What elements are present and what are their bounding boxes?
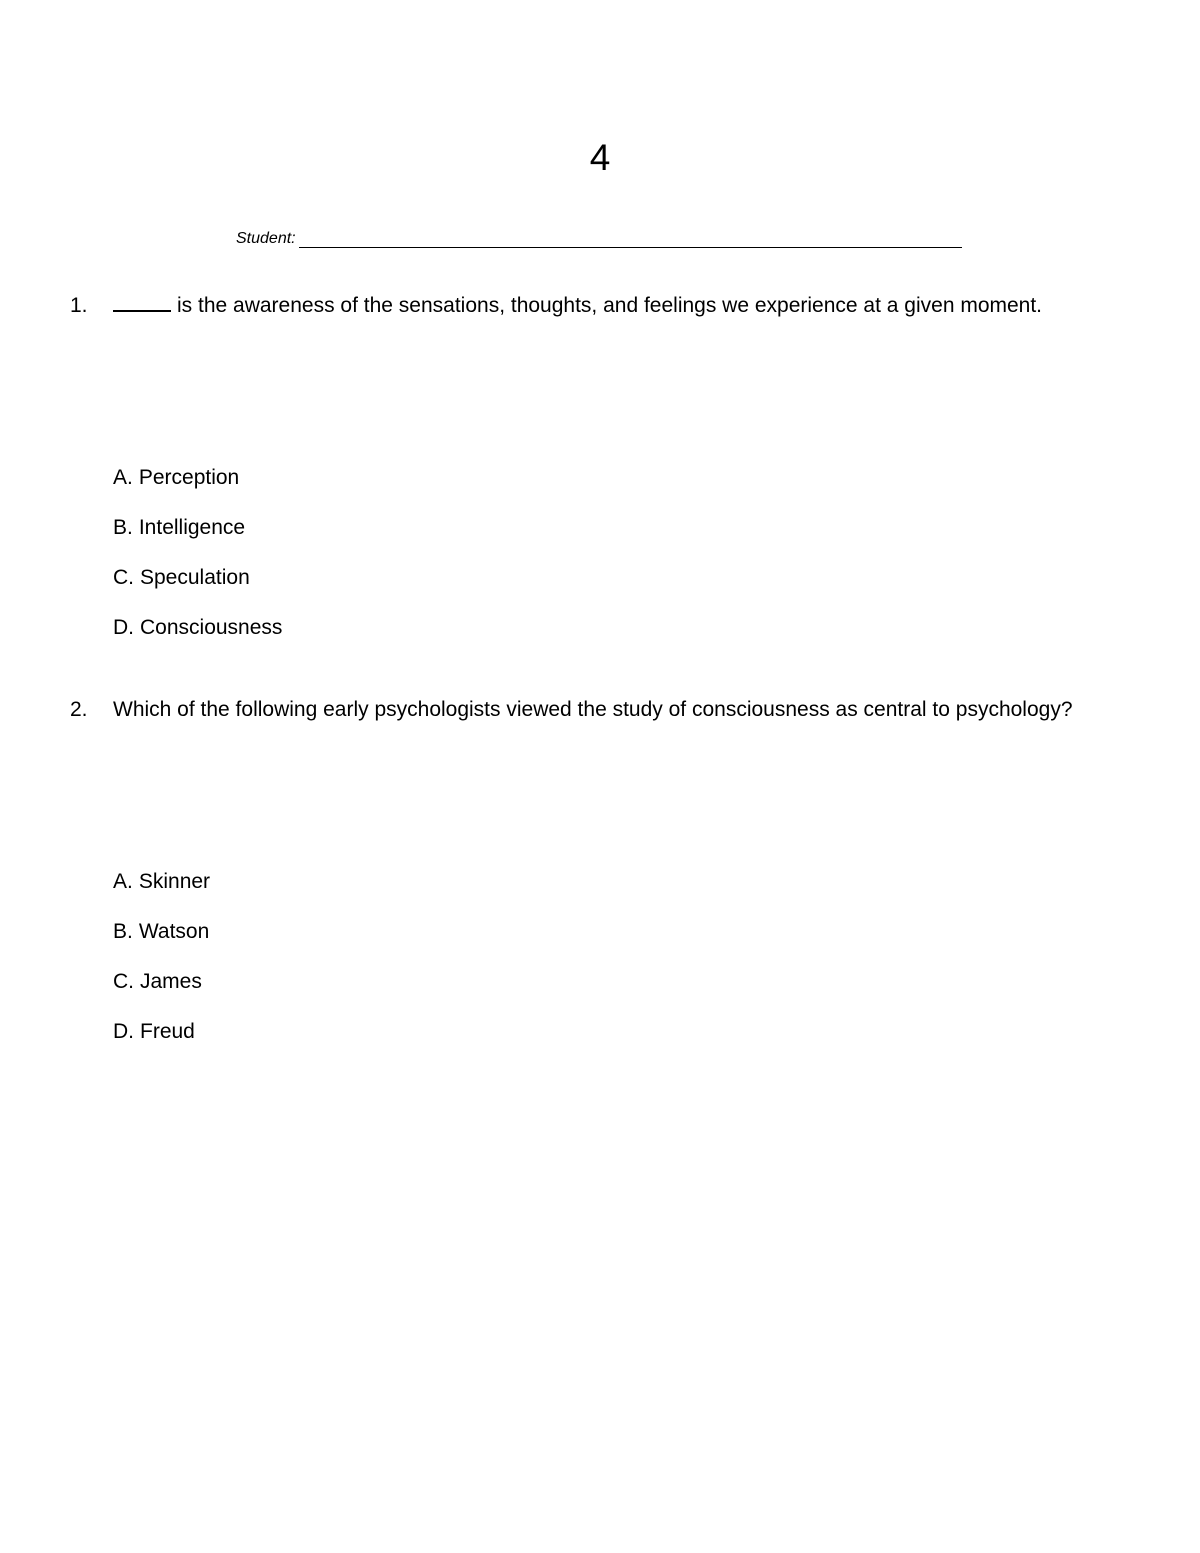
option-letter: A. <box>113 466 133 489</box>
option-text: Perception <box>138 466 240 489</box>
question-text: is the awareness of the sensations, thoughts, and feelings we experience at a given moment. <box>177 294 1043 317</box>
option-text: Watson <box>138 920 210 943</box>
option-text: Speculation <box>140 566 250 589</box>
question-text-block <box>113 686 1073 733</box>
option-c <box>113 566 282 616</box>
option-d <box>113 616 282 666</box>
option-b <box>113 920 210 970</box>
option-d <box>113 1020 210 1070</box>
question-number: 2. <box>70 698 88 721</box>
option-letter: D. <box>113 1020 134 1043</box>
option-a <box>113 466 282 516</box>
question-text-block <box>113 282 1073 329</box>
option-a <box>113 870 210 920</box>
option-text: Consciousness <box>140 616 283 639</box>
option-text: Intelligence <box>138 516 246 539</box>
options-list <box>113 870 210 1070</box>
option-c <box>113 970 210 1020</box>
option-letter: C. <box>113 566 134 589</box>
option-text: Skinner <box>138 870 211 893</box>
page-number: 4 <box>589 137 611 178</box>
student-row <box>236 230 962 248</box>
options-list <box>113 466 282 666</box>
option-letter: D. <box>113 616 134 639</box>
question-text: Which of the following early psychologists viewed the study of consciousness as central to psychology? <box>113 698 1073 721</box>
option-letter: B. <box>113 516 133 539</box>
student-label: Student: <box>236 230 296 247</box>
option-letter: B. <box>113 920 133 943</box>
option-b <box>113 516 282 566</box>
option-text: James <box>140 970 202 993</box>
option-letter: A. <box>113 870 133 893</box>
option-letter: C. <box>113 970 134 993</box>
student-name-line <box>299 233 962 248</box>
question-number: 1. <box>70 294 88 317</box>
answer-blank <box>113 293 171 312</box>
option-text: Freud <box>140 1020 195 1043</box>
